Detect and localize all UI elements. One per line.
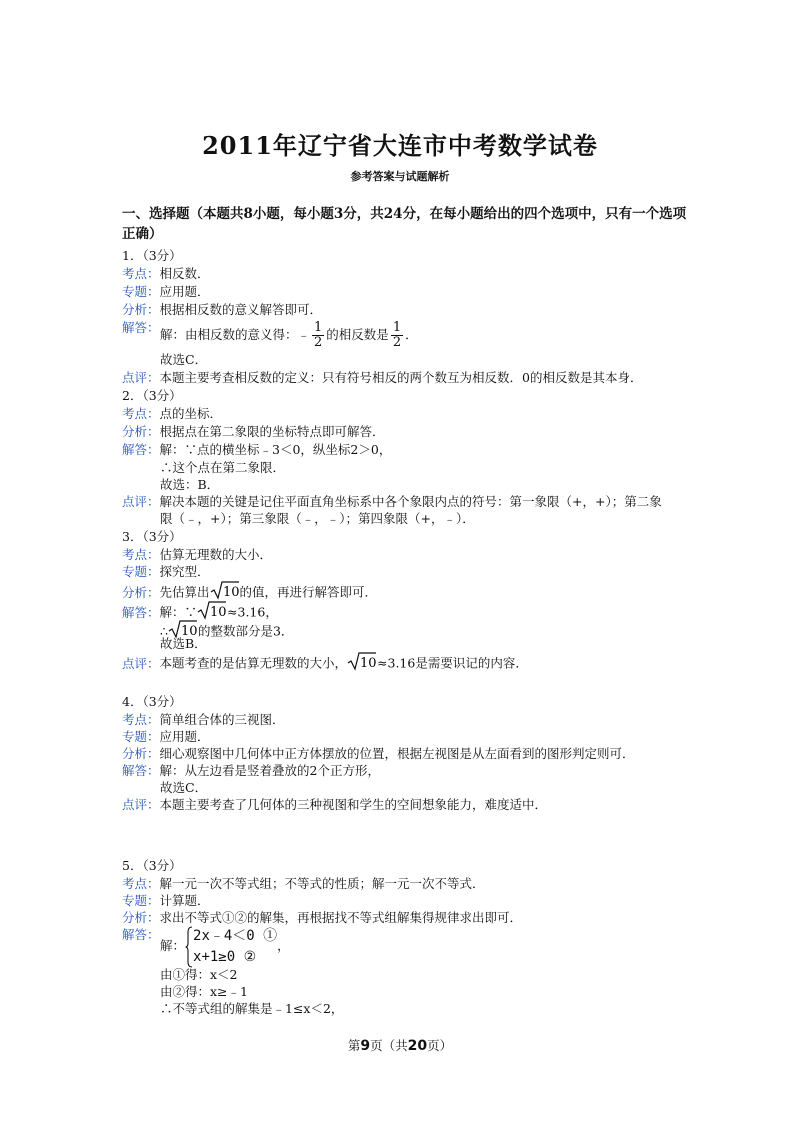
radicand: 10 [360,656,377,671]
radicand: 10 [180,624,198,639]
label-fenxi: 分析： [122,424,160,439]
q1-zhuanti [122,284,210,300]
page-number: 9 [360,1038,371,1054]
label-zhuanti: 专题： [122,284,160,299]
q2-fenxi [122,424,385,440]
label-kaodian: 考点： [122,406,160,421]
radicand: 10 [222,585,240,600]
q5-kaodian [122,876,485,892]
q2-sol-2: ∴这个点在第二象限． [160,460,286,475]
q2-dianping-1: 解决本题的关键是记住平面直角坐标系中各个象限内点的符号：第一象限（+，+）；第二象 [159,494,662,509]
q3-dianping-post: ≈3.16是需要识记的内容． [377,655,528,671]
label-jieda: 解答： [122,763,160,778]
q1-solution [160,318,418,352]
q1-sol-pre: 解：由相反数的意义得：﹣ [160,327,311,342]
q1-dianping-text: 本题主要考查相反数的定义：只有符号相反的两个数互为相反数．0的相反数是其本身． [159,370,643,385]
q1-kaodian [122,266,210,282]
frac-numerator: 1 [314,320,323,335]
q2-kaodian [122,406,222,422]
label-kaodian: 考点： [122,266,160,281]
q3-sol1-pre: 解：∵ [159,604,198,620]
q1-sol-end: ． [405,327,418,342]
q1-fenxi [122,302,322,318]
label-kaodian: 考点： [122,712,160,727]
q4-number: 4．（3分） [122,694,182,709]
q4-dianping-text: 本题主要考查了几何体的三种视图和学生的空间想象能力，难度适中． [159,797,548,812]
q3-number: 3．（3分） [122,529,182,544]
q5-kaodian-text: 解一元一次不等式组；不等式的性质；解一元一次不等式． [159,876,485,891]
q4-fenxi [122,746,635,762]
q1-number: 1．（3分） [122,248,182,263]
label-zhuanti: 专题： [122,729,160,744]
q5-zhuanti [122,893,210,909]
q1-sol-mid: 的相反数是 [326,327,389,342]
q2-number: 2．（3分） [122,388,182,403]
q2-jieda [122,442,391,458]
q3-fenxi-pre: 先估算出 [159,584,210,600]
q3-zhuanti-text: 探究型． [159,564,210,579]
label-kaodian: 考点： [122,547,160,562]
q2-dianping-2: 限（﹣，+）；第三象限（﹣，﹣）；第四象限（+，﹣）． [160,511,475,526]
label-fenxi: 分析： [122,584,160,600]
q2-sol-1: 解：∵点的横坐标﹣3＜0，纵坐标2＞0， [159,442,392,457]
sqrt-10-symbol [347,651,377,677]
label-fenxi: 分析： [122,746,160,761]
footer-mid: 页（共 [370,1038,408,1053]
section-heading: 一、选择题（本题共8小题，每小题3分，共24分，在每小题给出的四个选项中，只有一个选项正确） [122,206,687,242]
label-jieda: 解答： [122,442,160,457]
inequality-system [185,926,277,968]
label-dianping: 点评： [122,494,160,509]
label-jieda: 解答： [122,604,160,620]
q4-zhuanti [122,729,210,745]
q4-zhuanti-text: 应用题． [159,729,210,744]
q4-choice: 故选C． [160,780,208,795]
q4-jieda [122,763,380,779]
footer-post: 页） [427,1038,453,1053]
q5-solution-system [160,924,290,968]
q5-step-3: ∴不等式组的解集是﹣1≤x＜2， [160,1001,344,1016]
q1-fraction [312,321,324,350]
frac-denominator: 2 [314,335,323,350]
q3-dianping [122,651,528,677]
radicand: 10 [210,605,227,620]
q3-sol2-post: 的整数部分是3． [197,623,294,639]
page-title: 2011年辽宁省大连市中考数学试卷 [202,131,598,160]
label-fenxi: 分析： [122,302,160,317]
q3-choice: 故选B． [160,636,207,651]
q2-fenxi-text: 根据点在第二象限的坐标特点即可解答． [159,424,385,439]
q3-kaodian [122,547,272,563]
q4-sol: 解：从左边看是竖着叠放的2个正方形， [159,763,380,778]
label-zhuanti: 专题： [122,564,160,579]
label-dianping: 点评： [122,655,160,671]
q2-choice: 故选：B． [160,477,220,492]
label-fenxi: 分析： [122,910,160,925]
brace-icon [185,926,193,968]
q5-number: 5．（3分） [122,858,182,873]
q4-kaodian [122,712,285,728]
label-dianping: 点评： [122,370,160,385]
q5-jieda-label [122,927,160,943]
label-jieda: 解答： [122,927,160,942]
label-zhuanti: 专题： [122,893,160,908]
q5-step-1: 由①得：x＜2 [160,967,238,982]
q5-step-2: 由②得：x≥﹣1 [160,984,248,999]
frac-numerator: 1 [392,320,402,335]
q1-kaodian-text: 相反数． [159,266,210,281]
q3-sol1-post: ≈3.16， [227,604,278,620]
q4-fenxi-text: 细心观察图中几何体中正方体摆放的位置，根据左视图是从左面看到的图形判定则可． [159,746,635,761]
footer-pre: 第 [347,1038,361,1053]
q5-sol-pre: 解： [160,938,186,953]
label-dianping: 点评： [122,797,160,812]
q1-fenxi-text: 根据相反数的意义解答即可． [159,302,323,317]
inequality-1: 2x﹣4＜0 ① [193,927,278,944]
q5-zhuanti-text: 计算题． [159,893,210,908]
page-footer [0,1036,800,1054]
q3-zhuanti [122,564,210,580]
label-kaodian: 考点： [122,876,160,891]
q3-dianping-pre: 本题考查的是估算无理数的大小， [159,655,348,671]
frac-denominator: 2 [392,335,402,350]
q5-fenxi-text: 求出不等式①②的解集，再根据找不等式组解集得规律求出即可． [159,910,523,925]
q2-dianping [122,494,662,510]
q3-kaodian-text: 估算无理数的大小． [159,547,273,562]
q1-zhuanti-text: 应用题． [159,284,210,299]
q1-choice: 故选C． [160,352,208,367]
q3-fenxi-post: 的值，再进行解答即可． [239,584,378,600]
q4-kaodian-text: 简单组合体的三视图． [159,712,285,727]
q2-kaodian-text: 点的坐标． [159,406,223,421]
q1-dianping [122,370,642,386]
inequality-2: x+1≥0 ② [193,948,257,965]
q1-jieda-label [122,320,160,336]
q4-dianping [122,797,547,813]
q1-fraction-2 [391,321,403,350]
page-subtitle: 参考答案与试题解析 [350,170,450,183]
q3-sol2-pre: ∴ [160,623,168,639]
label-jieda: 解答： [122,320,160,335]
q5-sol-post: ， [277,938,290,953]
page-total: 20 [407,1038,428,1054]
